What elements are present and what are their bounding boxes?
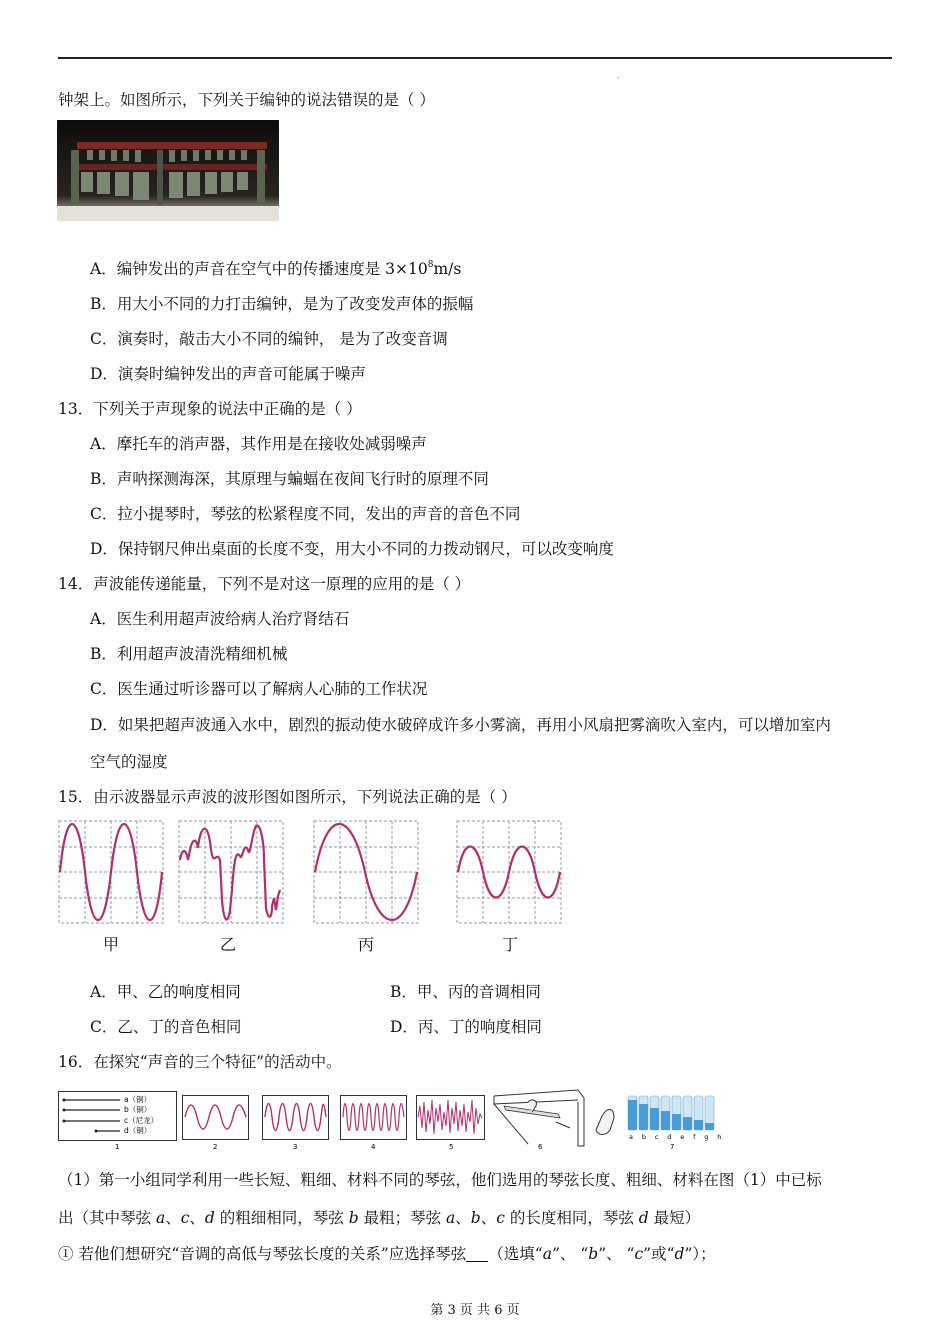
- q13-option-d: D．保持钢尺伸出桌面的长度不变，用大小不同的力拨动钢尺，可以改变响度: [90, 540, 614, 558]
- header-dot: .: [617, 71, 620, 80]
- fig-num-4: 4: [371, 1143, 376, 1150]
- question-14-stem: 14．声波能传递能量，下列不是对这一原理的应用的是（ ）: [58, 575, 471, 593]
- q14-option-a: A．医生利用超声波给病人治疗肾结石: [90, 610, 350, 628]
- fig-num-2: 2: [213, 1143, 218, 1150]
- waveform-label-ding: 丁: [502, 935, 519, 954]
- answer-blank[interactable]: [466, 1247, 488, 1262]
- question-12-stem: 钟架上。如图所示，下列关于编钟的说法错误的是（ ）: [58, 91, 435, 109]
- fig-num-1: 1: [115, 1143, 120, 1150]
- q14-option-c: C．医生通过听诊器可以了解病人心肺的工作状况: [90, 680, 428, 698]
- string-label-c: c（尼龙）: [124, 1116, 159, 1125]
- waveform-label-bing: 丙: [358, 935, 375, 954]
- waveform-ding: [456, 820, 562, 924]
- fig-num-6: 6: [538, 1143, 543, 1150]
- q16-part1-line1: （1）第一小组同学利用一些长短、粗细、材料不同的琴弦，他们选用的琴弦长度、粗细、材料在图（1）中已标: [58, 1171, 822, 1189]
- string-label-a: a（铜）: [124, 1095, 152, 1104]
- bianzhong-photo: [57, 120, 279, 221]
- q13-option-b: B．声呐探测海深，其原理与蝙蝠在夜间飞行时的原理不同: [90, 470, 489, 488]
- q12-option-b: B．用大小不同的力打击编钟，是为了改变发声体的振幅: [90, 295, 474, 313]
- fig-num-5: 5: [449, 1143, 454, 1150]
- bottle-labels: a b c d e f g h: [629, 1133, 725, 1141]
- q13-option-a: A．摩托车的消声器，其作用是在接收处减弱噪声: [90, 435, 427, 453]
- waveform-label-jia: 甲: [103, 935, 120, 954]
- q16-figure-strip: [58, 1088, 728, 1150]
- waveform-label-yi: 乙: [220, 935, 237, 954]
- q15-option-b: B．甲、丙的音调相同: [390, 983, 541, 1001]
- question-15-stem: 15．由示波器显示声波的波形图如图所示，下列说法正确的是（ ）: [58, 788, 517, 806]
- waveform-jia: [58, 820, 164, 924]
- header-rule: [58, 57, 892, 59]
- fig-num-7: 7: [670, 1143, 675, 1150]
- string-label-b: b（铜）: [124, 1105, 152, 1114]
- q12-option-c: C．演奏时，敲击大小不同的编钟， 是为了改变音调: [90, 330, 448, 348]
- q12-option-a: A．编钟发出的声音在空气中的传播速度是 $3\times 10^8m/s$: [90, 260, 462, 278]
- q15-option-d: D．丙、丁的响度相同: [390, 1018, 542, 1036]
- q13-option-c: C．拉小提琴时，琴弦的松紧程度不同，发出的声音的音色不同: [90, 505, 521, 523]
- string-label-d: d（铜）: [124, 1126, 152, 1135]
- question-13-stem: 13．下列关于声现象的说法中正确的是（ ）: [58, 400, 362, 418]
- q15-option-c: C．乙、丁的音色相同: [90, 1018, 242, 1036]
- q16-part1-line2: 出（其中琴弦 a、c、d 的粗细相同，琴弦 b 最粗；琴弦 a、b、c 的长度相同，琴弦 d 最短）: [58, 1209, 701, 1227]
- waveform-yi: [178, 820, 284, 924]
- fig-num-3: 3: [293, 1143, 298, 1150]
- q16-part1-question1: ① 若他们想研究“音调的高低与琴弦长度的关系”应选择琴弦 （选填“a”、 “b”、 “c”或“d”）；: [58, 1245, 716, 1263]
- q12-option-d: D．演奏时编钟发出的声音可能属于噪声: [90, 365, 366, 383]
- q14-option-d-cont: 空气的湿度: [90, 753, 168, 771]
- page-footer: 第 3 页 共 6 页: [430, 1303, 520, 1318]
- question-16-stem: 16．在探究“声音的三个特征”的活动中。: [58, 1053, 342, 1071]
- q15-option-a: A．甲、乙的响度相同: [90, 983, 241, 1001]
- waveform-bing: [313, 820, 419, 924]
- q14-option-b: B．利用超声波清洗精细机械: [90, 645, 288, 663]
- q14-option-d: D．如果把超声波通入水中，剧烈的振动使水破碎成许多小雾滴，再用小风扇把雾滴吹入室内，可以增加室内: [90, 716, 831, 734]
